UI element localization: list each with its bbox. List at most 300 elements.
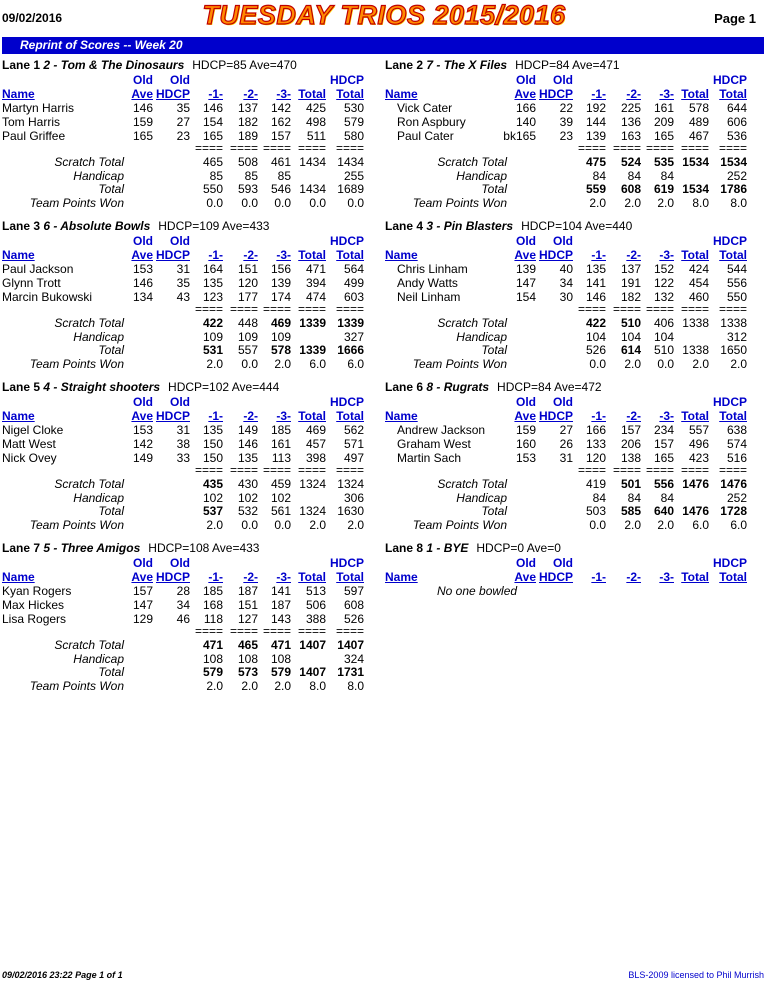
points-total: 2.0: [692, 356, 709, 371]
col-header-hdcp: HDCP: [538, 87, 573, 101]
col-header-old-hdcp: Old: [170, 234, 190, 248]
col-header-game-3: -3-: [659, 87, 674, 101]
col-header-old-hdcp: Old: [170, 73, 190, 87]
player-ave: 146: [132, 276, 153, 290]
handicap-label: Handicap: [73, 168, 124, 183]
scratch-htotal: 1434: [337, 155, 364, 169]
player-g3: 141: [270, 584, 291, 598]
player-total: 557: [688, 423, 709, 437]
col-header-name: Name: [385, 248, 418, 262]
player-g3: 162: [270, 115, 291, 129]
points-label: Team Points Won: [29, 517, 124, 532]
col-header-old-hdcp: Old: [553, 73, 573, 87]
scratch-total: 1476: [682, 477, 709, 491]
scratch-label: Scratch Total: [54, 155, 124, 169]
points-g2: 0.0: [241, 517, 258, 532]
lane-block: [385, 58, 755, 218]
points-total: 8.0: [309, 678, 326, 693]
separator-g3: ====: [645, 302, 674, 316]
player-g1: 135: [585, 262, 606, 276]
scratch-g3: 556: [653, 477, 674, 491]
player-g2: 225: [620, 101, 641, 115]
player-ave: 140: [515, 115, 536, 129]
separator-total: ====: [297, 463, 326, 477]
scratch-htotal: 1338: [720, 316, 747, 330]
points-g2: 0.0: [241, 356, 258, 371]
total-htotal: 1731: [337, 665, 364, 679]
total-total: 1476: [682, 504, 709, 518]
col-header-hdcp-total-top: HDCP: [712, 395, 747, 409]
report-title: TUESDAY TRIOS 2015/2016: [202, 0, 566, 30]
player-total: 506: [305, 598, 326, 612]
col-header-total: Total: [298, 248, 326, 262]
points-g2: 0.0: [241, 195, 258, 210]
col-header-game-3: -3-: [276, 87, 291, 101]
player-g2: 189: [237, 129, 258, 143]
scratch-g3: 406: [653, 316, 674, 330]
player-htotal: 526: [343, 612, 364, 626]
lane-number: Lane 8: [385, 541, 427, 555]
scratch-label: Scratch Total: [437, 316, 507, 330]
points-g2: 2.0: [241, 678, 258, 693]
player-total: 474: [305, 290, 326, 304]
lane-heading: [385, 58, 620, 72]
team-hdcp-ave: HDCP=109 Ave=433: [158, 219, 270, 233]
separator-total: ====: [680, 463, 709, 477]
player-g2: 146: [237, 437, 258, 451]
separator-htotal: ====: [718, 463, 747, 477]
points-g3: 2.0: [657, 195, 674, 210]
player-g1: 165: [202, 129, 223, 143]
total-g1: 559: [585, 182, 606, 196]
total-g2: 557: [237, 343, 258, 357]
footer-license: BLS-2009 licensed to Phil Murrish: [628, 970, 764, 980]
player-ave: 154: [515, 290, 536, 304]
player-name: Andy Watts: [397, 276, 458, 290]
total-g3: 510: [653, 343, 674, 357]
player-ave: 157: [132, 584, 153, 598]
total-label: Total: [98, 504, 124, 518]
col-header-hdcp-total-top: HDCP: [329, 395, 364, 409]
points-g3: 0.0: [274, 195, 291, 210]
team-name: 7 - The X Files: [426, 58, 508, 72]
separator-g1: ====: [194, 463, 223, 477]
player-g2: 206: [620, 437, 641, 451]
handicap-g1: 84: [592, 168, 606, 183]
total-label: Total: [98, 182, 124, 196]
player-g1: 150: [202, 451, 223, 465]
handicap-g1: 85: [209, 168, 223, 183]
handicap-g3: 84: [660, 490, 674, 505]
player-ave: 160: [515, 437, 536, 451]
player-g3: 152: [653, 262, 674, 276]
total-htotal: 1630: [337, 504, 364, 518]
handicap-g2: 104: [620, 329, 641, 344]
total-label: Total: [481, 504, 507, 518]
player-g2: 120: [237, 276, 258, 290]
col-header-ave: Ave: [514, 409, 536, 423]
col-header-name: Name: [385, 409, 418, 423]
player-hdcp: 23: [176, 129, 190, 143]
total-g1: 526: [585, 343, 606, 357]
player-g2: 137: [620, 262, 641, 276]
handicap-g2: 108: [237, 651, 258, 666]
player-htotal: 564: [343, 262, 364, 276]
col-header-total: Total: [681, 248, 709, 262]
total-label: Total: [98, 343, 124, 357]
lane-heading: [385, 380, 602, 394]
separator-g1: ====: [577, 141, 606, 155]
team-name: 3 - Pin Blasters: [426, 219, 514, 233]
col-header-name: Name: [2, 570, 35, 584]
handicap-label: Handicap: [456, 490, 507, 505]
team-hdcp-ave: HDCP=84 Ave=472: [497, 380, 602, 394]
player-name: Paul Jackson: [2, 262, 74, 276]
player-g2: 151: [237, 262, 258, 276]
report-subtitle-bar: Reprint of Scores -- Week 20: [2, 37, 764, 54]
player-total: 513: [305, 584, 326, 598]
player-total: 460: [688, 290, 709, 304]
total-g1: 579: [202, 665, 223, 679]
player-g3: 143: [270, 612, 291, 626]
player-g2: 157: [620, 423, 641, 437]
scratch-total: 1434: [299, 155, 326, 169]
player-ave: bk165: [503, 129, 536, 143]
points-label: Team Points Won: [29, 356, 124, 371]
separator-total: ====: [297, 302, 326, 316]
player-g1: 185: [202, 584, 223, 598]
player-hdcp: 31: [176, 262, 190, 276]
player-name: Martin Sach: [397, 451, 462, 465]
player-name: Glynn Trott: [2, 276, 61, 290]
player-htotal: 638: [726, 423, 747, 437]
points-total: 6.0: [309, 356, 326, 371]
separator-g3: ====: [262, 463, 291, 477]
col-header-hdcp: HDCP: [155, 87, 190, 101]
points-g3: 2.0: [657, 517, 674, 532]
lane-block: [385, 541, 755, 701]
handicap-g2: 102: [237, 490, 258, 505]
separator-htotal: ====: [718, 141, 747, 155]
col-header-game-2: -2-: [626, 570, 641, 584]
separator-g2: ====: [229, 141, 258, 155]
separator-g2: ====: [612, 141, 641, 155]
scratch-g2: 501: [620, 477, 641, 491]
col-header-game-1: -1-: [591, 248, 606, 262]
col-header-ave: Ave: [514, 87, 536, 101]
col-header-game-1: -1-: [591, 87, 606, 101]
player-htotal: 499: [343, 276, 364, 290]
lane-block: [2, 541, 372, 701]
player-g1: 144: [585, 115, 606, 129]
player-htotal: 497: [343, 451, 364, 465]
points-g2: 2.0: [624, 356, 641, 371]
player-g3: 156: [270, 262, 291, 276]
handicap-label: Handicap: [73, 651, 124, 666]
player-name: Matt West: [2, 437, 56, 451]
player-ave: 149: [132, 451, 153, 465]
player-g2: 187: [237, 584, 258, 598]
separator-g3: ====: [645, 463, 674, 477]
player-hdcp: 27: [176, 115, 190, 129]
points-total: 0.0: [309, 195, 326, 210]
player-name: Ron Aspbury: [397, 115, 466, 129]
separator-g3: ====: [262, 141, 291, 155]
col-header-game-1: -1-: [208, 248, 223, 262]
col-header-old-hdcp: Old: [553, 395, 573, 409]
total-g2: 532: [237, 504, 258, 518]
lane-block: [2, 219, 372, 379]
col-header-name: Name: [385, 570, 418, 584]
handicap-g3: 102: [270, 490, 291, 505]
player-total: 489: [688, 115, 709, 129]
player-htotal: 597: [343, 584, 364, 598]
player-ave: 159: [515, 423, 536, 437]
player-g1: 146: [585, 290, 606, 304]
player-name: Paul Cater: [397, 129, 454, 143]
player-total: 469: [305, 423, 326, 437]
player-g2: 138: [620, 451, 641, 465]
col-header-hdcp: HDCP: [538, 409, 573, 423]
handicap-g1: 104: [585, 329, 606, 344]
lane-block: [385, 380, 755, 540]
points-g1: 2.0: [206, 517, 223, 532]
total-total: 1534: [682, 182, 709, 196]
player-g2: 151: [237, 598, 258, 612]
player-ave: 153: [132, 262, 153, 276]
player-hdcp: 22: [559, 101, 573, 115]
col-header-old-hdcp: Old: [553, 234, 573, 248]
player-htotal: 608: [343, 598, 364, 612]
player-hdcp: 30: [559, 290, 573, 304]
team-hdcp-ave: HDCP=108 Ave=433: [148, 541, 260, 555]
handicap-htotal: 255: [343, 168, 364, 183]
col-header-ave: Ave: [131, 248, 153, 262]
player-g2: 177: [237, 290, 258, 304]
player-g1: 135: [202, 423, 223, 437]
col-header-old-ave: Old: [133, 556, 153, 570]
points-htotal: 2.0: [347, 517, 364, 532]
col-header-hdcp-total-top: HDCP: [712, 234, 747, 248]
col-header-old-ave: Old: [133, 395, 153, 409]
col-header-hdcp-total: Total: [336, 248, 364, 262]
separator-g1: ====: [194, 302, 223, 316]
col-header-game-2: -2-: [626, 409, 641, 423]
player-hdcp: 34: [559, 276, 573, 290]
separator-g2: ====: [229, 463, 258, 477]
scratch-label: Scratch Total: [437, 477, 507, 491]
player-total: 394: [305, 276, 326, 290]
col-header-hdcp-total-top: HDCP: [712, 73, 747, 87]
total-htotal: 1786: [720, 182, 747, 196]
scratch-g1: 435: [202, 477, 223, 491]
col-header-game-2: -2-: [626, 248, 641, 262]
scratch-g3: 471: [270, 638, 291, 652]
col-header-total: Total: [298, 409, 326, 423]
player-htotal: 571: [343, 437, 364, 451]
player-htotal: 574: [726, 437, 747, 451]
col-header-old-ave: Old: [133, 234, 153, 248]
col-header-hdcp: HDCP: [538, 248, 573, 262]
player-hdcp: 34: [176, 598, 190, 612]
player-g3: 187: [270, 598, 291, 612]
col-header-hdcp: HDCP: [155, 570, 190, 584]
total-g1: 537: [202, 504, 223, 518]
handicap-label: Handicap: [456, 329, 507, 344]
player-total: 454: [688, 276, 709, 290]
col-header-game-3: -3-: [659, 409, 674, 423]
col-header-total: Total: [681, 87, 709, 101]
scratch-label: Scratch Total: [54, 477, 124, 491]
player-g1: 120: [585, 451, 606, 465]
player-htotal: 536: [726, 129, 747, 143]
player-g3: 132: [653, 290, 674, 304]
col-header-total: Total: [298, 570, 326, 584]
player-hdcp: 40: [559, 262, 573, 276]
player-g3: 122: [653, 276, 674, 290]
player-ave: 134: [132, 290, 153, 304]
handicap-g3: 84: [660, 168, 674, 183]
total-g2: 608: [620, 182, 641, 196]
separator-htotal: ====: [335, 141, 364, 155]
player-g2: 127: [237, 612, 258, 626]
points-htotal: 8.0: [730, 195, 747, 210]
lane-heading: [385, 541, 561, 555]
separator-g1: ====: [577, 302, 606, 316]
player-total: 496: [688, 437, 709, 451]
handicap-htotal: 252: [726, 168, 747, 183]
player-g3: 157: [653, 437, 674, 451]
separator-htotal: ====: [335, 302, 364, 316]
player-htotal: 579: [343, 115, 364, 129]
col-header-name: Name: [2, 248, 35, 262]
col-header-game-3: -3-: [659, 570, 674, 584]
team-hdcp-ave: HDCP=104 Ave=440: [521, 219, 633, 233]
lane-heading: [2, 58, 297, 72]
player-g3: 209: [653, 115, 674, 129]
player-htotal: 603: [343, 290, 364, 304]
player-name: Andrew Jackson: [397, 423, 486, 437]
player-g1: 154: [202, 115, 223, 129]
handicap-g3: 108: [270, 651, 291, 666]
player-g2: 136: [620, 115, 641, 129]
lane-number: Lane 2: [385, 58, 427, 72]
player-g3: 161: [653, 101, 674, 115]
player-g1: 139: [585, 129, 606, 143]
separator-total: ====: [297, 141, 326, 155]
player-g3: 234: [653, 423, 674, 437]
separator-g3: ====: [645, 141, 674, 155]
total-g1: 531: [202, 343, 223, 357]
total-htotal: 1666: [337, 343, 364, 357]
player-htotal: 562: [343, 423, 364, 437]
scratch-g3: 461: [270, 155, 291, 169]
separator-g2: ====: [229, 624, 258, 638]
scratch-htotal: 1324: [337, 477, 364, 491]
scratch-htotal: 1476: [720, 477, 747, 491]
player-name: Tom Harris: [2, 115, 61, 129]
points-label: Team Points Won: [412, 195, 507, 210]
handicap-htotal: 252: [726, 490, 747, 505]
footer-timestamp: 09/02/2016 23:22 Page 1 of 1: [2, 970, 123, 980]
player-g1: 146: [202, 101, 223, 115]
player-total: 423: [688, 451, 709, 465]
total-total: 1434: [299, 182, 326, 196]
lane-heading: [2, 380, 279, 394]
total-htotal: 1728: [720, 504, 747, 518]
player-name: Marcin Bukowski: [2, 290, 93, 304]
col-header-hdcp-total: Total: [336, 570, 364, 584]
handicap-label: Handicap: [73, 490, 124, 505]
col-header-game-1: -1-: [591, 570, 606, 584]
player-htotal: 606: [726, 115, 747, 129]
player-htotal: 550: [726, 290, 747, 304]
player-total: 457: [305, 437, 326, 451]
player-g3: 113: [271, 451, 291, 465]
player-ave: 129: [132, 612, 153, 626]
player-hdcp: 23: [559, 129, 573, 143]
player-hdcp: 31: [176, 423, 190, 437]
col-header-game-3: -3-: [276, 409, 291, 423]
player-htotal: 580: [343, 129, 364, 143]
col-header-ave: Ave: [514, 248, 536, 262]
separator-total: ====: [297, 624, 326, 638]
player-name: Nigel Cloke: [2, 423, 64, 437]
col-header-old-ave: Old: [516, 73, 536, 87]
separator-total: ====: [680, 141, 709, 155]
total-g1: 550: [202, 182, 223, 196]
player-total: 425: [305, 101, 326, 115]
lane-number: Lane 7: [2, 541, 44, 555]
col-header-hdcp-total: Total: [719, 570, 747, 584]
player-total: 424: [688, 262, 709, 276]
col-header-hdcp-total: Total: [719, 87, 747, 101]
points-htotal: 6.0: [730, 517, 747, 532]
scratch-htotal: 1339: [337, 316, 364, 330]
player-g3: 174: [270, 290, 291, 304]
lane-heading: [2, 219, 269, 233]
col-header-game-1: -1-: [208, 409, 223, 423]
player-htotal: 644: [726, 101, 747, 115]
scratch-total: 1338: [682, 316, 709, 330]
player-total: 388: [305, 612, 326, 626]
player-g1: 135: [202, 276, 223, 290]
col-header-old-hdcp: Old: [170, 556, 190, 570]
player-g1: 141: [585, 276, 606, 290]
player-total: 398: [305, 451, 326, 465]
total-g3: 546: [270, 182, 291, 196]
col-header-total: Total: [298, 87, 326, 101]
scratch-g2: 430: [237, 477, 258, 491]
points-label: Team Points Won: [412, 356, 507, 371]
player-htotal: 544: [726, 262, 747, 276]
points-label: Team Points Won: [29, 678, 124, 693]
col-header-old-ave: Old: [516, 556, 536, 570]
player-g1: 168: [202, 598, 223, 612]
scratch-g1: 471: [202, 638, 223, 652]
player-hdcp: 26: [559, 437, 573, 451]
points-label: Team Points Won: [412, 517, 507, 532]
player-g1: 123: [202, 290, 223, 304]
lane-block: [2, 380, 372, 540]
player-g3: 142: [270, 101, 291, 115]
scratch-g2: 448: [237, 316, 258, 330]
col-header-hdcp: HDCP: [155, 409, 190, 423]
points-g3: 0.0: [274, 517, 291, 532]
team-hdcp-ave: HDCP=0 Ave=0: [476, 541, 561, 555]
player-g1: 164: [202, 262, 223, 276]
player-g3: 165: [653, 129, 674, 143]
